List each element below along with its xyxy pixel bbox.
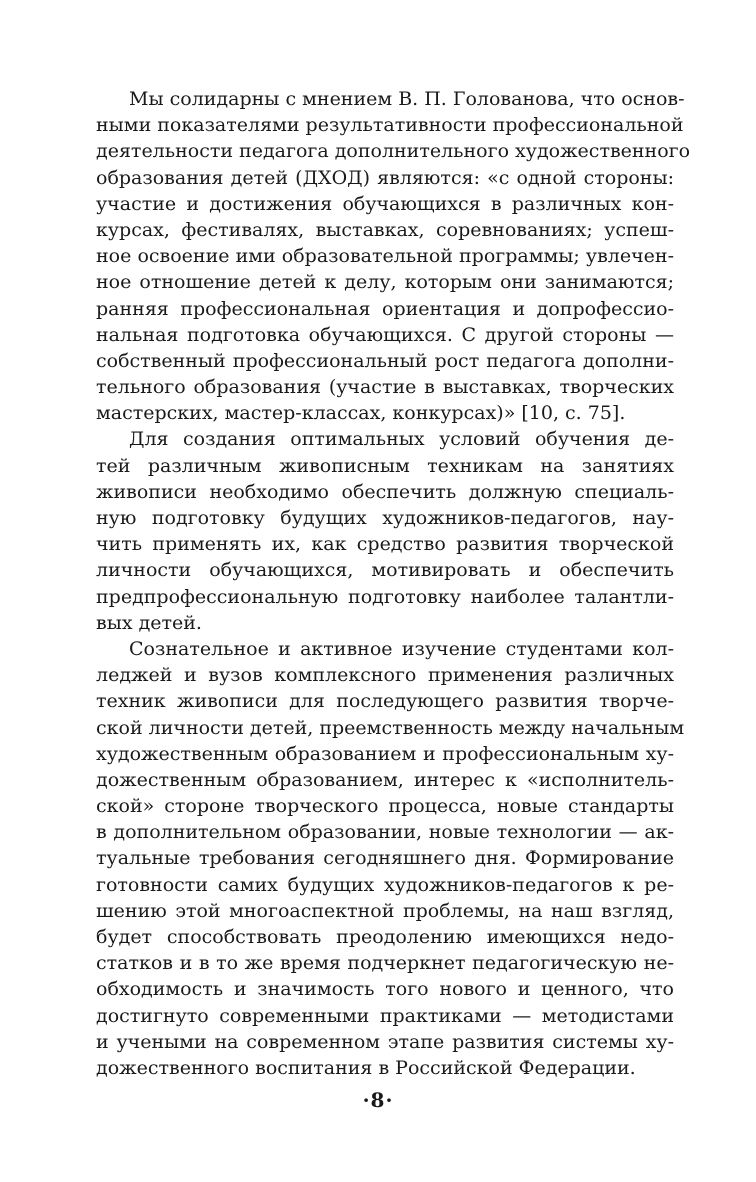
paragraph-line: образования детей (ДХОД) являются: «с одной стороны: <box>96 166 674 189</box>
page-number-dot-right: · <box>385 1088 394 1112</box>
paragraph-line: ными показателями результативности профессиональной <box>96 114 684 137</box>
paragraph-line: ное освоение ими образовательной программы; увлечен- <box>96 245 674 268</box>
paragraph-line: участие и достижения обучающихся в различных кон- <box>96 192 674 215</box>
paragraph-line: вых детей. <box>96 611 202 634</box>
paragraph-line: будет способствовать преодолению имеющихся недо- <box>96 926 674 948</box>
paragraph-line: и учеными на современном этапе развития системы ху- <box>96 1030 674 1053</box>
page-body <box>96 86 691 1081</box>
paragraph-line: мастерских, мастер-классах, конкурсах)» [10, с. 75]. <box>96 402 626 425</box>
paragraph-line: предпрофессиональную подготовку наиболее талантли- <box>96 585 674 608</box>
paragraph-line: техник живописи для последующего развития творче- <box>96 690 674 713</box>
paragraph-line: ную подготовку будущих художников-педагогов, нау- <box>96 507 674 529</box>
paragraph-line: Для создания оптимальных условий обучения де- <box>129 428 674 451</box>
page-number-value: 8 <box>370 1088 386 1112</box>
paragraph-line: туальные требования сегодняшнего дня. Формирование <box>96 847 674 870</box>
page-number <box>0 1088 756 1112</box>
paragraph-line: личности обучающихся, мотивировать и обеспечить <box>96 559 674 582</box>
paragraph-line: дожественного воспитания в Российской Федерации. <box>96 1056 636 1079</box>
paragraph-line: ное отношение детей к делу, которым они занимаются; <box>96 271 674 294</box>
paragraph-line: в дополнительном образовании, новые технологии — ак- <box>96 821 674 844</box>
page-number-dot-left: · <box>362 1088 371 1112</box>
paragraph-3 <box>96 636 685 1081</box>
paragraph-line: Сознательное и активное изучение студентами кол- <box>129 637 674 660</box>
paragraph-line: художественным образованием и профессиональным ху- <box>96 742 674 765</box>
paragraph-line: дожественным образованием, интерес к «исполнитель- <box>96 768 674 791</box>
paragraph-line: живописи необходимо обеспечить должную специаль- <box>96 480 674 503</box>
paragraph-line: тельного образования (участие в выставках, творческих <box>96 376 674 399</box>
paragraph-2 <box>96 426 674 636</box>
paragraph-line: Мы солидарны с мнением В. П. Голованова, что основ- <box>129 88 685 110</box>
paragraph-line: готовности самих будущих художников-педагогов к ре- <box>96 873 674 896</box>
paragraph-line: ской личности детей, преемственность между начальным <box>96 716 685 739</box>
paragraph-line: собственный профессиональный рост педагога дополни- <box>96 349 674 372</box>
paragraph-line: нальная подготовка обучающихся. С другой стороны — <box>96 323 674 346</box>
paragraph-line: чить применять их, как средство развития творческой <box>96 533 674 556</box>
paragraph-line: курсах, фестивалях, выставках, соревнованиях; успеш- <box>96 218 674 241</box>
paragraph-line: шению этой многоаспектной проблемы, на наш взгляд, <box>96 899 674 922</box>
paragraph-line: тей различным живописным техникам на занятиях <box>96 454 674 477</box>
paragraph-line: ранняя профессиональная ориентация и допрофессио- <box>96 297 674 320</box>
paragraph-1 <box>96 86 691 426</box>
paragraph-line: статков и в то же время подчеркнет педагогическую не- <box>96 952 674 975</box>
paragraph-line: леджей и вузов комплексного применения различных <box>96 664 674 687</box>
paragraph-line: деятельности педагога дополнительного художественного <box>96 140 691 163</box>
paragraph-line: достигнуто современными практиками — методистами <box>96 1004 674 1027</box>
paragraph-line: обходимость и значимость того нового и ценного, что <box>96 978 674 1001</box>
paragraph-line: ской» стороне творческого процесса, новые стандарты <box>96 795 674 818</box>
